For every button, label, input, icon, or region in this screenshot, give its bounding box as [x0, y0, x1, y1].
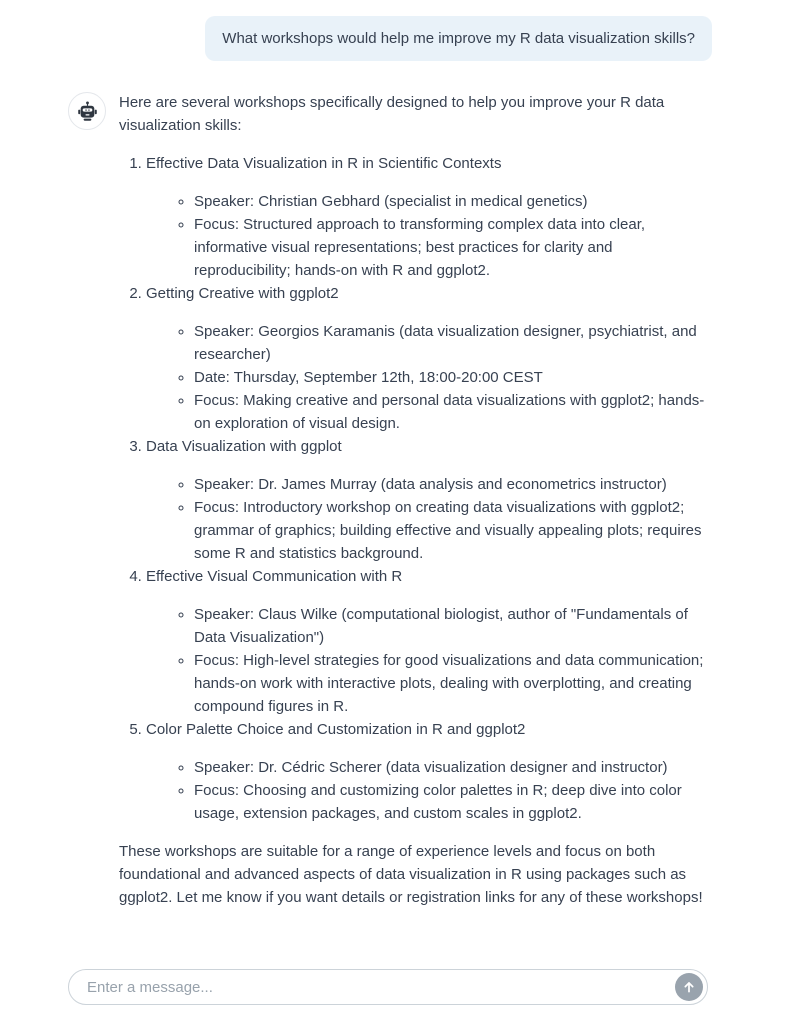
workshop-item: [146, 152, 712, 282]
workshop-title: 3. Data Visualization with ggplot: [146, 438, 342, 455]
workshop-details: [146, 190, 712, 282]
assistant-avatar: [68, 92, 106, 130]
workshop-details: [146, 603, 712, 718]
workshop-detail: ◦ Speaker: Christian Gebhard (specialist in medical genetics): [194, 190, 712, 213]
workshop-title: 2. Getting Creative with ggplot2: [146, 285, 339, 302]
workshop-detail: ◦ Speaker: Dr. James Murray (data analysis and econometrics instructor): [194, 473, 712, 496]
workshop-item: [146, 718, 712, 825]
workshop-item: [146, 565, 712, 718]
workshop-title: 5. Color Palette Choice and Customization in R and ggplot2: [146, 721, 526, 738]
message-input[interactable]: [87, 979, 667, 996]
workshop-detail: ◦ Focus: High-level strategies for good visualizations and data communication; hands-on work with interactive plots, dealing with overplotting, and creating compound figures in R.: [194, 649, 712, 718]
workshop-title: 4. Effective Visual Communication with R: [146, 568, 403, 585]
assistant-outro: These workshops are suitable for a range of experience levels and focus on both foundational and advanced aspects of data visualization in R using packages such as ggplot2. Let me know if you want details or registration links for any of these workshops!: [119, 843, 703, 906]
user-message-bubble: What workshops would help me improve my R data visualization skills?: [205, 16, 712, 61]
workshop-details: [146, 473, 712, 565]
workshop-list: [119, 152, 712, 825]
workshop-item: [146, 282, 712, 435]
workshop-detail: ◦ Speaker: Georgios Karamanis (data visualization designer, psychiatrist, and researcher): [194, 320, 712, 366]
workshop-detail: ◦ Focus: Choosing and customizing color palettes in R; deep dive into color usage, extension packages, and custom scales in ggplot2.: [194, 779, 712, 825]
assistant-message-row: [68, 91, 712, 909]
send-button[interactable]: [675, 973, 703, 1001]
composer: [68, 969, 708, 1005]
workshop-detail: ◦ Speaker: Claus Wilke (computational biologist, author of "Fundamentals of Data Visualization"): [194, 603, 712, 649]
assistant-message-content: [119, 91, 712, 909]
assistant-intro: Here are several workshops specifically designed to help you improve your R data visualization skills:: [119, 94, 665, 134]
arrow-up-icon: [681, 979, 697, 995]
workshop-detail: ◦ Focus: Structured approach to transforming complex data into clear, informative visual representations; best practices for clarity and reproducibility; hands-on with R and ggplot2.: [194, 213, 712, 282]
workshop-detail: ◦ Speaker: Dr. Cédric Scherer (data visualization designer and instructor): [194, 756, 712, 779]
workshop-detail: ◦ Focus: Making creative and personal data visualizations with ggplot2; hands-on exploration of visual design.: [194, 389, 712, 435]
robot-icon: [77, 101, 98, 122]
workshop-title: 1. Effective Data Visualization in R in Scientific Contexts: [146, 155, 502, 172]
workshop-detail: ◦ Date: Thursday, September 12th, 18:00-20:00 CEST: [194, 366, 712, 389]
workshop-item: [146, 435, 712, 565]
workshop-details: [146, 756, 712, 825]
workshop-details: [146, 320, 712, 435]
workshop-detail: ◦ Focus: Introductory workshop on creating data visualizations with ggplot2; grammar of graphics; building effective and visually appealing plots; requires some R and statistics background.: [194, 496, 712, 565]
user-message-row: [68, 16, 712, 61]
chat-window: [68, 0, 712, 909]
